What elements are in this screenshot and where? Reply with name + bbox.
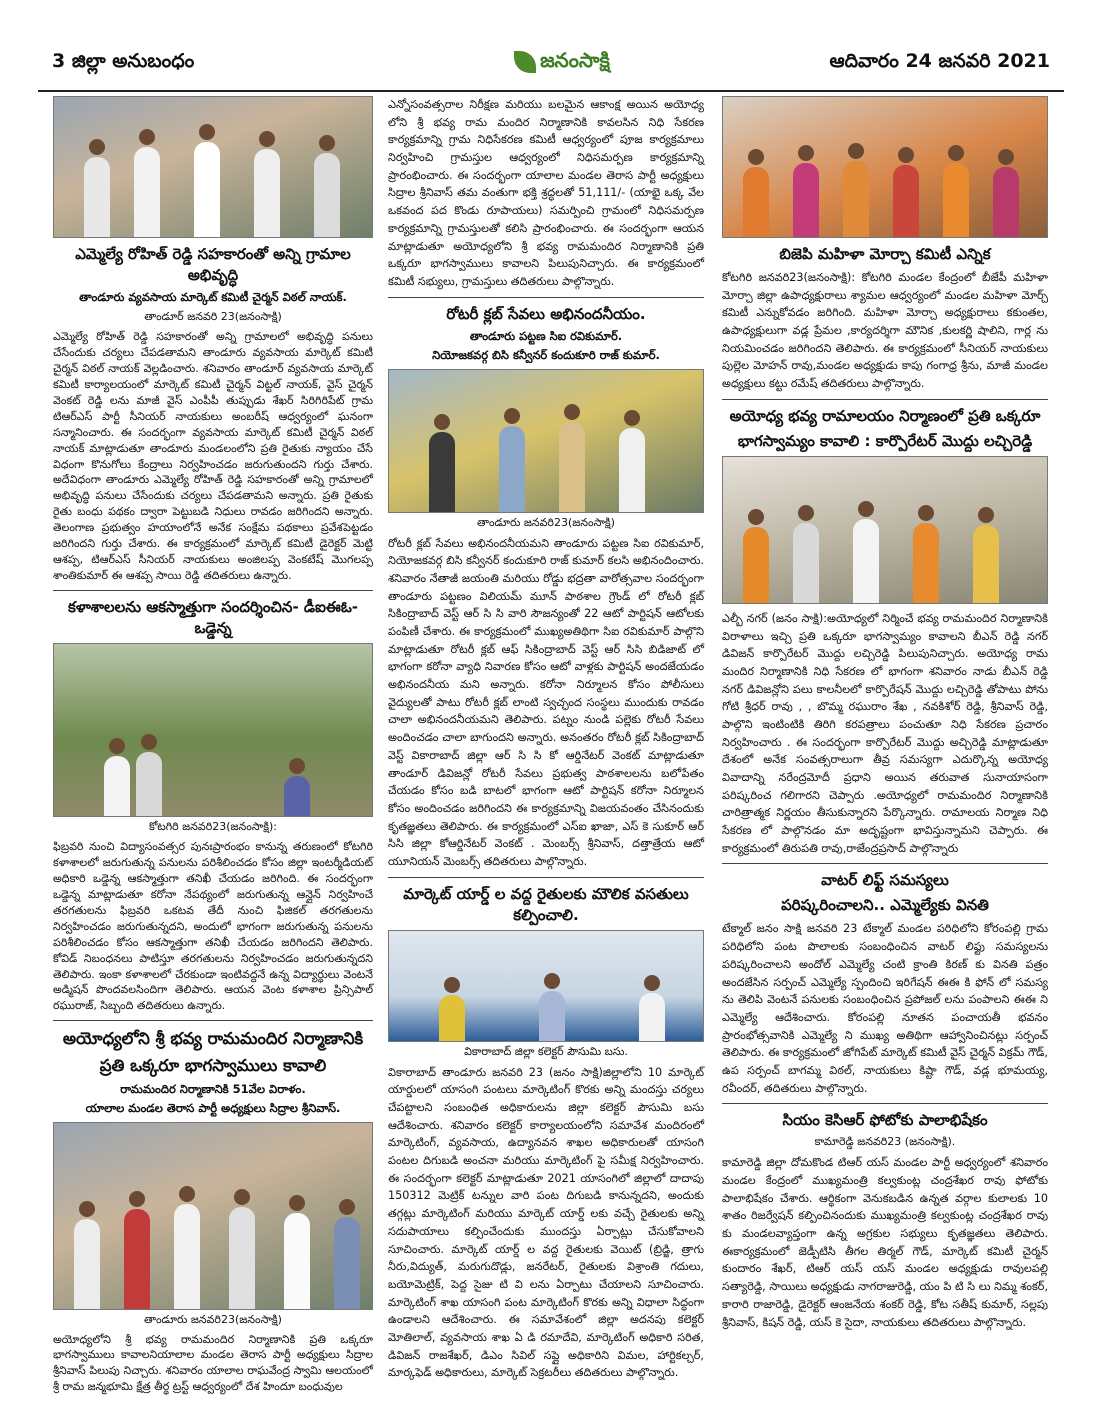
photo-felicitation <box>53 96 373 238</box>
subheadline: నియోజకవర్గ బిసి కన్వీనర్ కందుకూరి రాజ్ కుమార్. <box>432 347 660 362</box>
leaf-icon <box>514 51 536 73</box>
divider <box>722 399 1048 400</box>
issue-date: ఆదివారం 24 జనవరి 2021 <box>829 50 1050 72</box>
headline: అయోధ్య భవ్య రామాలయం నిర్మాణంలో ప్రతి ఒక్కరూ <box>729 406 1041 425</box>
column-2 <box>388 96 704 1382</box>
headline: మార్కెట్ యార్డ్ ల వద్ద రైతులకు మౌలిక వసతులు కల్పించాలి. <box>403 884 689 924</box>
photo-mahila-morcha <box>722 96 1048 238</box>
photo-caption: తాండూరు జనవరి23(జనంసాక్షి) <box>144 1312 282 1326</box>
headline: పరిష్కరించాలని.. ఎమ్మెల్యేకు వినతి <box>781 896 989 915</box>
article-body: వికారాబాద్ తాండూరు జనవరి 23 (జనం సాక్షి)జిల్లాలోని 10 మార్కెట్ యార్డులలో యాసంగి పంటలు మార్కెటింగ్ కొరకు అన్ని మందస్తు చర్యలు చేపట్టాలని సంబంధిత అధికారులను జిల్లా కలెక్టర్ పౌసుమి బసు ఆదేశించారు. శనివారం కలెక్టర్ కార్యాలయంలోని సమావేశ మందిరంలో మార్కెటింగ్, వ్యవసాయ, ఉద్యానవన శాఖల అధికారులతో యాసంగి పంటల దిగుబడి అంచనా మరియు మార్కెటింగ్ పై సమీక్ష నిర్వహించారు. ఈ సందర్భంగా కలెక్టర్ మాట్లాడుతూ 2021 యాసంగిలో జిల్లాలో దాదాపు 150312 మెట్రిక్ టన్నుల వారి పంట దిగుబడి కానున్నదని, అందుకు తగ్గట్లు మార్కెటింగ్ మరియు మార్కెట్ యార్డ్ లకు వచ్చే రైతులకు అన్ని సదుపాయాలు కల్పించేందుకు ముందస్తు ఏర్పాట్లు చేసుకోవాలని సూచించారు. మార్కెట్ యార్డ్ ల వద్ద రైతులకు వెయిట్ (బ్రిడ్జి, త్రాగు నీరు,విద్యుత్, మరుగుదొడ్లు, జనరేటర్, రైతులకు విశ్రాంతి గదులు, బయోమెట్రిక్, పెద్ద సైజు టి వి లను ఏర్పాటు చేయాలని సూచించారు. మార్కెటింగ్ శాఖ యాసంగి పంట మార్కెటింగ్ కొరకు అన్ని విధాలా సిద్ధంగా ఉండాలని ఆదేశించారు. ఈ సమావేశంలో జిల్లా అదనపు కలెక్టర్ మోతిలాల్, వ్యవసాయ శాఖ ఏ డి రమాదేవి, మార్కెటింగ్ అధికారి సరిత, డివిజన్ రాజశేఖర్, డిఎం సివిల్ సప్లై అధికారిని విమల, హార్టికల్చర్, మార్కఫెడ్ అధికారులు, మార్కెట్ సెక్రటరీలు తదితరులు పాల్గొన్నారు. <box>388 1065 704 1380</box>
divider <box>722 863 1048 864</box>
divider <box>53 1020 373 1021</box>
article-body-continued: ఎన్నోసంవత్సరాల నిరీక్షణ మరియు బలమైన ఆకాంక్ష అయిన అయోధ్య లోని శ్రీ భవ్య రామ మందిర నిర్మాణానికి కావలసిన నిధి సేకరణ కార్యక్రమాన్ని గ్రామ నిధిసేకరణ కమిటీ ఆధ్వర్యంలో పూజ కార్యక్రమాలు నిర్వహించి గ్రామస్తుల ఆధ్వర్యంలో నిధిసమర్పణ కార్యక్రమాన్ని ప్రారంభించారు. ఈ సందర్భంగా యాలాల మండల తెరాస పార్టీ అధ్యక్షులు సిద్రాల శ్రీనివాస్ తమ వంతుగా భక్తి శ్రద్ధలతో 51,111/- (యాభై ఒక్క వేల ఒకవంద పద కొండు రూపాయలు) సమర్పించి గ్రామంలో నిధిసమర్పణ కార్యక్రమాన్ని గ్రామస్తులతో కలిసి ప్రారంభించారు. ఈ సందర్భంగా ఆయన మాట్లాడుతూ అయోధ్యలోని శ్రీ భవ్య రామమందిర నిర్మాణానికి ప్రతి ఒక్కరూ భాగస్వాములు కావాలని పిలుపునిచ్చారు. ఈ కార్యక్రమంలో కమిటీ సభ్యులు, గ్రామస్తులు తదితరులు పాల్గొన్నారు. <box>388 98 704 288</box>
headline: ప్రతి ఒక్కరూ భాగస్వాములు కావాలి <box>99 1056 327 1076</box>
headline: అయోధ్యలోని శ్రీ భవ్య రామమందిర నిర్మాణానికి <box>62 1029 364 1049</box>
subheadline: తాండూరు వ్యవసాయ మార్కెట్ కమిటీ చైర్మన్ విఠల్ నాయక్. <box>79 290 347 304</box>
divider <box>388 877 704 878</box>
newspaper-logo <box>506 44 618 80</box>
photo-caption: కోటగిరి జనవరి23(జనంసాక్షి): <box>149 820 277 833</box>
masthead <box>38 40 1064 92</box>
article-body: రోటరీ క్లబ్ సేవలు అభినందనీయమని తాండూరు పట్టణ సిఐ రవికుమార్, నియోజకవర్గ బిసి కన్వీనర్ కందుకూరి రాజ్ కుమార్ కలసి అభినందించారు. శనివారం నేతాజీ జయంతి మరియు రోడ్డు భద్రతా వారోత్సవాల సందర్భంగా తాండూరు పట్టణం విలియమ్ మూన్ పాఠశాల గ్రౌండ్ లో రోటరీ క్లబ్ సికింద్రాబాద్ వెస్ట్ ఆర్ సి సి వారి సౌజన్యంతో 22 ఆటో పార్టిషన్ ఆటోలకు పంపిణీ చేశారు. ఈ కార్యక్రమంలో ముఖ్యఅతిథిగా సిఐ రవికుమార్ పాల్గొని మాట్లాడుతూ రోటరీ క్లబ్ ఆఫ్ సికింద్రాబాద్ వెస్ట్ ఆర్ సిసి బిడిజాట్ లో భాగంగా కరోనా వ్యాధి నివారణ కోసం ఆటో వాళ్లకు పార్టిషన్ అందజేయడం అభినందనీయ మని అన్నారు. కరోనా నిర్మూలన కోసం పోలీసులు వైద్యులతో పాటు రోటరీ క్లబ్ లాంటి స్వచ్ఛంద సంస్థలు ముందుకు రావడం చాలా అభినందనీయమని తెలిపారు. పట్నం నుండి పల్లెకు రోటరీ సేవలు అందించడం చాలా బాగుందని అన్నారు. అనంతరం రోటరీ క్లబ్ సికింద్రాబాద్ వెస్ట్ వికారాబాద్ జిల్లా ఆర్ సి సి కో ఆర్డినేటర్ వెంకట్ మాట్లాడుతూ తాండూర్ డివిజన్లో రోటరీ సేవలు ప్రభుత్వ పాఠశాలలను బలోపేతం చేయడం కోసం బడి బాటలో భాగంగా ఆటో పార్టిషన్ కరోనా నిర్మూలన కోసం అందించడం జరిగిందని ఈ కార్యక్రమాన్ని విజయవంతం చేసినందుకు కృతజ్ఞతలు తెలిపారు. ఈ కార్యక్రమంలో ఎస్ఐ ఖాజా, ఎస్ కె సుకూర్ ఆర్ సిసి జిల్లా కోఆర్డినేటర్ వెంకట్ . మెంబర్స్ శ్రీనివాస్, దత్తాత్రేయ ఆటో యూనియన్ మెంబర్స్ తదితరులు పాల్గొన్నారు. <box>388 536 704 868</box>
headline: ఎమ్మెల్యే రోహిత్ రెడ్డి సహకారంతో అన్ని గ్రామాల అభివృద్ధి <box>75 245 351 284</box>
photo-caption: తాండూరు జనవరి23(జనంసాక్షి) <box>477 515 615 529</box>
divider <box>53 590 373 591</box>
column-1 <box>53 96 373 1395</box>
article-body: కోటగిరి జనవరి23(జనంసాక్షి): కోటగిరి మండల కేంద్రంలో బీజేపీ మహిళా మోర్చా జిల్లా ఉపాధ్యక్షురాలు శ్యామల ఆధ్వర్యంలో మండల మహిళా మోర్చ్ కమిటీ ఎన్నుకోవడం జరిగింది. మహిళా మోర్చా అధ్యక్షురాలు కకుంతల, ఉపాధ్యక్షులుగా వడ్ల ప్రేమల ,కార్యదర్శిగా మౌనిక ,కులకర్ణి షాలిని, గార్ల ను నియమించడం జరిగిందని తెలిపారు. ఈ కార్యక్రమంలో సీనియర్ నాయకులు పుల్లెల మోహన్ రావు,మండల అధ్యక్షుడు కాపు గంగాధ్ర శ్రీను, మాజీ మండల అధ్యక్షులు కట్టు రమేష్ తదితరులు పాల్గొన్నారు. <box>722 271 1048 391</box>
article-body: టేక్మాల్ జనం సాక్షి జనవరి 23 టేక్మాల్ మండల పరిధిలోని కోరంపల్లి గ్రామ పరిధిలోని పంట పొలాలకు సంబంధించిన వాటర్ లిఫ్టు సమస్యలను పరిష్కరించాలని అందోల్ ఎమ్మెల్యే చంటి క్రాంతి కిరణ్ కు వినతి పత్రం అందజేసిన సర్పంచ్ ఎమ్మెల్యే స్పందించి ఇరిగేషన్ ఈఈ కి ఫోన్ లో సమస్య ను తెలిపి వెంటనే పనులకు సంబంధించిన ప్రపోజల్ లను పంపాలని ఈఈ ని ఎమ్మెల్యే ఆదేశించారు. కోరంపల్లి నూతన పంచాయతీ భవనం ప్రారంభోత్సవానికి ఎమ్మెల్యే ని ముఖ్య అతిథిగా ఆహ్వానించినట్లు సర్పంచ్ తెలిపారు. ఈ కార్యక్రమంలో జోగిపేట్ మార్కెట్ కమిటీ వైస్ చైర్మన్ విక్రమ్ గౌడ్, ఉప సర్పంచ్ బాగమ్మ విఠల్, నాయకులు కిష్టా గౌడ్, వడ్ల భూమయ్య, రవీందర్, తదితరులు పాల్గొన్నారు. <box>722 922 1048 1095</box>
subheadline: తాండూరు పట్టణ సిఐ రవికుమార్. <box>469 328 623 343</box>
subheadline: యాలాల మండల తెరాస పార్టీ అధ్యక్షులు సిద్రాల శ్రీనివాస్. <box>85 1100 341 1115</box>
article-body: కామారెడ్డి జిల్లా దోమకొండ టిఆర్ యస్ మండల పార్టీ అధ్వర్యంలో శనివారం మండల కేంద్రంలో ముఖ్యమంత్రి కల్వకుంట్ల చంద్రశేఖర రావు ఫోటోకు పాలాభిషేకం చేశారు. ఆర్థికంగా వెనుకబడిన ఉన్నత వర్గాల కులాలకు 10 శాతం రిజర్వేషన్ కల్పించినందుకు ముఖ్యమంత్రి కల్వకుంట్ల చంద్రశేఖర రావు కు మండలవ్యాప్తంగా ఉన్న అగ్రకుల సభ్యులు కృతజ్ఞతలు తెలిపారు. ఈకార్యక్రమంలో జెడ్పీటిసి తీగల తిర్మల్ గౌడ్, మార్కెట్ కమిటీ చైర్మన్ కుందారం శేఖర్, టిఆర్ యస్ యస్ మండల అధ్యక్షుడు రావులపల్లి సత్యారెడ్డి, సాయిలు అధ్యక్షుడు నాగరాజురెడ్డి, యం పి టి సి లు నిమ్మ శంకర్, కారారి రాజారెడ్డి, డైరెక్టర్ ఆంజనేయ శంకర్ రెడ్డి, కోట సతీష్ కుమార్, సల్లపు శ్రీనివాస్, కిషన్ రెడ్డి, యస్ కె సైదా, నాయకులు తదితరులు పాల్గొన్నారు. <box>722 1156 1048 1329</box>
article-body: అయోధ్యలోని శ్రీ భవ్య రామమందిర నిర్మాణానికి ప్రతి ఒక్కరూ భాగస్వాములు కావాలనియాలాల మండల తెరాస పార్టీ అధ్యక్షులు సిద్రాల శ్రీనివాస్ పిలుపు నిచ్చారు. శనివారం యాలాల రాఘవేంద్ర స్వామి ఆలయంలో శ్రీ రామ జన్మభూమి క్షేత్ర తీర్థ ట్రస్ట్ ఆధ్వర్యంలో దేశ హిందూ బంధువుల <box>53 1332 373 1394</box>
article-body: ఎమ్మెల్యే రోహిత్ రెడ్డి సహకారంతో అన్ని గ్రామాలలో అభివృద్ధి పనులు చేసేందుకు చర్యలు చేపడతామని తాండూరు వ్యవసాయ మార్కెట్ కమిటీ చైర్మన్ విఠల్ నాయక్ వెల్లడించారు. శనివారం తాండూర్ వ్యవసాయ మార్కెట్ కమిటీ కార్యాలయంలో మార్కెట్ కమిటీ చైర్మన్ విట్టల్ నాయక్, వైస్ చైర్మన్ వెంకట్ రెడ్డి లను మాజీ వైస్ ఎంపీపీ తుప్పుడు శేఖర్ సిరిగిరిపేట్ గ్రామ టిఆర్ఎస్ పార్టీ సీనియర్ నాయకులు అంబరీష్ ఆధ్వర్యంలో ఘనంగా సన్మానించారు. ఈ సందర్భంగా వ్యవసాయ మార్కెట్ కమిటీ చైర్మన్ విఠల్ నాయక్ మాట్లాడుతూ తాండూరు మండలంలోని ప్రతి రైతుకు న్యాయం చేసే విధంగా కొనుగోలు కేంద్రాలు నిర్వహించడం జరుగుతుందని గుర్తు చేశారు. అదేవిధంగా తాండూరు ఎమ్మెల్యే రోహిత్ రెడ్డి సహకారంతో అన్ని గ్రామాలలో అభివృద్ధి పనులు చేసేందుకు చర్యలు చేపడతామని అన్నారు. ప్రతి రైతుకు రైతు బంధు పథకం ద్వారా పెట్టుబడి నిధులు రావడం జరిగిందని అన్నారు. తెలంగాణ ప్రభుత్వం హయాంలోనే అనేక సంక్షేమ పథకాలు ప్రవేశపెట్టడం జరిగిందని గుర్తు చేశారు. ఈ కార్యక్రమంలో మార్కెట్ కమిటీ డైరెక్టర్ మెట్టి ఆశప్ప, టిఆర్ఎస్ సీనియర్ నాయకులు అంజిలప్ప వెంకటేష్ మొగలప్ప శాంతికుమార్ ఈ ఆశప్ప సాయి రెడ్డి తదితరులు ఉన్నారు. <box>53 330 373 583</box>
divider <box>388 297 704 298</box>
headline: భాగస్వామ్యం కావాలి : కార్పొరేటర్ మొద్దు లచ్చిరెడ్డి <box>737 431 1033 450</box>
photo-ram-mandir-campaign <box>722 456 1048 604</box>
article-body: ఎల్బీ నగర్ (జనం సాక్షి):అయోధ్యలో నిర్మించే భవ్య రామమందిర నిర్మాణానికి విరాళాలు ఇచ్చి ప్రతి ఒక్కరూ భాగస్వామ్యం కావాలని బీఎన్ రెడ్డి నగర్ డివిజన్ కార్పొరేటర్ మొద్దు లచ్చిరెడ్డి పిలుపునిచ్చారు. అయోధ్య రామ మందిర నిర్మాణానికి నిధి సేకరణ లో భాగంగా శనివారం నాడు బీఎన్ రెడ్డి నగర్ డివిజన్లోని పలు కాలనీలలో కార్పొరేషన్ మొద్దు లచ్చిరెడ్డి తోపాటు పోను గోటి శ్రీధర్ రావు , , బొమ్మ రఘురాం శేఖ , నవకిశోర్ రెడ్డి, శ్రీనివాస్ రెడ్డి, పాల్గొని ఇంటింటికి తిరిగి కరపత్రాలు పంచుతూ నిధి సేకరణ ప్రచారం నిర్వహించారు . ఈ సందర్భంగా కార్పొరేటర్ మొద్దు అచ్చిరెడ్డి మాట్లాడుతూ దేశంలో అనేక సంవత్సరాలుగా తీవ్ర సమస్యగా ఎదుర్కొన్న అయోధ్య వివాదాన్ని నరేంద్రమోదీ ప్రధాని అయిన తరువాత సునాయాసంగా పరిష్కరించ గలిగారని చెప్పారు .అయోధ్యలో రామమందిర నిర్మాణానికి చారిత్రాత్మక నిర్ణయం తీసుకున్నారని పేర్కొన్నారు. రామాలయ నిర్మాణ నిధి సేకరణ లో పాల్గొనడం మా అదృష్టంగా భావిస్తున్నామని చెప్పారు. ఈ కార్యక్రమంలో తిరుపతి రావు,రాజేంద్రప్రసాద్ పాల్గొన్నారు <box>722 611 1048 855</box>
photo-collector-meeting <box>388 930 704 1042</box>
page-label: 3 జిల్లా అనుబంధం <box>52 50 195 72</box>
dateline: కామారెడ్డి జనవరి23 (జనంసాక్షి). <box>814 1135 956 1149</box>
dateline: తాండూర్ జనవరి 23(జనంసాక్షి) <box>144 310 282 323</box>
logo-text: జనంసాక్షి <box>540 47 610 72</box>
headline: సియం కెసిఆర్ ఫోటోకు పాలాభిషేకం <box>782 1111 988 1130</box>
headline: వాటర్ లిఫ్ట్ సమస్యలు <box>821 871 949 890</box>
photo-college-visit <box>53 643 373 817</box>
subheadline: రామమందిర నిర్మాణానికి 51వేల విరాళం. <box>120 1081 306 1096</box>
column-3 <box>722 96 1048 1331</box>
article-body: ఫిబ్రవరి నుంచి విద్యాసంవత్సర పునఃప్రారంభం కానున్న తరుణంలో కోటగిరి కళాశాలలో జరుగుతున్న పనులను పరిశీలించడం కోసం జిల్లా ఇంటర్మీడియట్ అధికారి ఒడ్డెన్న ఆకస్మాత్తుగా తనిఖీ చేయడం జరిగింది. ఈ సందర్భంగా ఒడ్డెన్న మాట్లాడుతూ కరోనా నేపథ్యంలో జరుగుతున్న ఆన్లైన్ నిర్వహించే తరగతులను ఫిబ్రవరి ఒకటవ తేదీ నుంచి ఫిజికల్ తరగతులను నిర్వహించడం జరుగుతున్నదని, అందులో భాగంగా జరుగుతున్న పనులను పరిశీలించడం కోసం ఆకస్మాత్తుగా తనిఖీ చేయడం జరిగిందని తెలిపారు. కోవిడ్ నిబంధనలు పాటిస్తూ తరగతులను నిర్వహించడం జరుగుతున్నదని తెలిపారు. ఇంకా కళాశాలలో చేరకుండా ఇంటివద్దనే ఉన్న విద్యార్థులు వెంటనే అడ్మిషన్ పొందవలసిందిగా తెలిపారు. ఆయన వెంట కళాశాల ప్రిన్సిపాల్ రఘురాజ్, సిబ్బంది తదితరులు ఉన్నారు. <box>53 840 373 1013</box>
headline: కళాశాలలను ఆకస్మాత్తుగా సందర్శించిన- డీఐఈఓ-ఒడ్డెన్న <box>67 598 359 637</box>
divider <box>722 1103 1048 1104</box>
headline: బిజెపి మహిళా మోర్చా కమిటీ ఎన్నిక <box>779 245 991 263</box>
photo-caption: వికారాబాద్ జిల్లా కలెక్టర్ పౌసుమి బసు. <box>464 1044 628 1058</box>
photo-rotary-autos <box>388 369 704 513</box>
headline: రోటరీ క్లబ్ సేవలు అభినందనీయం. <box>446 304 646 323</box>
photo-donation <box>53 1122 373 1310</box>
